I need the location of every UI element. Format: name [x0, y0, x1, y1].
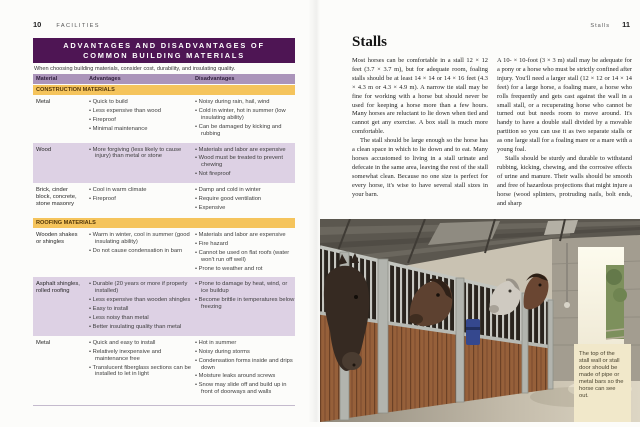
- bullet-item: • Easy to install: [89, 306, 195, 313]
- bullet-item: • Less expensive than wooden shingles: [89, 297, 195, 304]
- table-section-label: ROOFING MATERIALS: [33, 218, 295, 228]
- bullet-item: • Relatively inexpensive and maintenance free: [89, 349, 195, 363]
- body-paragraph: Stalls should be sturdy and durable to withstand rubbing, kicking, chewing, and the corrosive effects of urine and manure. Their walls should be smooth and free of hazardous projections that might injure a horse (wood splinters, protruding nails, bolt ends, and sharp: [497, 154, 632, 207]
- left-page-number: 10: [33, 20, 42, 29]
- left-page-header: [33, 20, 100, 29]
- bullet-item: • Snow may slide off and build up in front of doorways and walls: [195, 382, 295, 396]
- bullet-item: • Materials and labor are expensive: [195, 232, 295, 239]
- table-row: [33, 336, 295, 401]
- body-paragraph: A 10- × 10-foot (3 × 3 m) stall may be adequate for a pony or a horse who must be strictly confined after injury. You'll need a larger stall (12 × 12 or 14 × 14 feet) for a large horse, a foaling mare, a horse who rolls frequently and gets cast against the wall in a small stall, or a recuperating horse who cannot be turned out but needs room to move around. It's handy to have a double stall divided by a movable partition so you can use it as two separate stalls or as one large stall for a foaling mare or a mare with a young foal.: [497, 57, 632, 154]
- table-row: [33, 183, 295, 217]
- bullet-item: • Less expensive than wood: [89, 108, 195, 115]
- disadvantages-cell: [195, 281, 295, 332]
- bullet-item: • Wood must be treated to prevent chewing: [195, 155, 295, 169]
- table-title-bar: [33, 38, 295, 63]
- right-col2: [497, 57, 632, 208]
- advantages-cell: [89, 340, 195, 398]
- bullet-item: • Not fireproof: [195, 171, 295, 178]
- material-cell: Asphalt shingles, rolled roofing: [36, 281, 80, 295]
- bullet-item: • Durable (20 years or more if properly installed): [89, 281, 195, 295]
- bullet-item: • Warm in winter, cool in summer (good insulating ability): [89, 232, 195, 246]
- bullet-item: • Less noisy than metal: [89, 315, 195, 322]
- bullet-item: • Noisy during storms: [195, 349, 295, 356]
- column-header-material: Material: [36, 76, 58, 82]
- photo-caption: The top of the stall wall or stall door should be made of pipe or metal bars so the horse can see out.: [574, 344, 631, 422]
- advantages-cell: [89, 99, 195, 140]
- material-cell: Metal: [36, 99, 51, 105]
- advantages-cell: [89, 147, 195, 181]
- bullet-item: • Cold in winter, hot in summer (low insulating ability): [195, 108, 295, 122]
- body-paragraph: Most horses can be comfortable in a stall 12 × 12 feet (3.7 × 3.7 m), but for adequate room, foaling stalls should be at least 14 × 14 or 14 × 16 feet (4.3 × 4.3 m or 4.3 × 4.9 m). A narrow tie stall may be fine for working with a horse but should never be used for keeping a horse more than a few hours. Many horses are reluctant to lie down when tied and cannot get any exercise. A box stall is much more comfortable.: [352, 57, 488, 136]
- building-materials-table: [33, 38, 295, 406]
- table-column-headers: [33, 74, 295, 84]
- bullet-item: • Quick and easy to install: [89, 340, 195, 347]
- advantages-cell: [89, 232, 195, 275]
- bullet-item: • Fireproof: [89, 117, 195, 124]
- column-header-advantages: Advantages: [89, 76, 121, 82]
- bullet-item: • Do not cause condensation in barn: [89, 248, 195, 255]
- bullet-item: • Require good ventilation: [195, 196, 295, 203]
- bullet-item: • Translucent fiberglass sections can be installed to let in light: [89, 365, 195, 379]
- material-cell: Brick, cinder block, concrete, stone masonry: [36, 187, 77, 207]
- table-row: [33, 277, 295, 335]
- bullet-item: • Materials and labor are expensive: [195, 147, 295, 154]
- bullet-item: • Hot in summer: [195, 340, 295, 347]
- bullet-item: • Damp and cold in winter: [195, 187, 295, 194]
- disadvantages-cell: [195, 147, 295, 181]
- bullet-item: • Become brittle in temperatures below freezing: [195, 297, 295, 311]
- bullet-item: • Fire hazard: [195, 241, 295, 248]
- bullet-item: • Moisture leaks around screws: [195, 373, 295, 380]
- bullet-item: • Minimal maintenance: [89, 126, 195, 133]
- bullet-item: • Noisy during rain, hail, wind: [195, 99, 295, 106]
- disadvantages-cell: [195, 232, 295, 275]
- table-title-line2: COMMON BUILDING MATERIALS: [83, 50, 245, 60]
- material-cell: Wood: [36, 146, 52, 153]
- body-paragraph: The stall should be large enough so the horse has a clean space in which to lie down and to eat. Many horses accustomed to living in a stall urinate and defecate in the same area, leaving the rest of the stall somewhat clean. Because no one size is perfect for every horse, it's wise to have several stall sizes in your barn.: [352, 137, 488, 198]
- table-title-line1: ADVANTAGES AND DISADVANTAGES OF: [63, 41, 265, 50]
- bullet-item: • Expensive: [195, 205, 295, 212]
- right-page-header: [590, 20, 630, 29]
- right-col1: [352, 57, 488, 200]
- table-row: [33, 143, 295, 184]
- left-running-head: FACILITIES: [56, 23, 100, 29]
- page-gutter: [308, 0, 320, 422]
- table-section-label: CONSTRUCTION MATERIALS: [33, 85, 295, 95]
- table-subtitle: When choosing building materials, consider cost, durability, and insulating quality.: [34, 66, 236, 72]
- advantages-cell: [89, 187, 195, 214]
- bullet-item: • Condensation forms inside and drips down: [195, 358, 295, 372]
- bullet-item: • Prone to weather and rot: [195, 266, 295, 273]
- bullet-item: • More forgiving (less likely to cause injury) than metal or stone: [89, 147, 195, 161]
- bullet-item: • Better insulating quality than metal: [89, 324, 195, 331]
- right-page-number: 11: [622, 20, 630, 29]
- advantages-cell: [89, 281, 195, 332]
- page-title: Stalls: [352, 34, 388, 50]
- material-cell: Metal: [36, 339, 51, 346]
- disadvantages-cell: [195, 340, 295, 398]
- disadvantages-cell: [195, 99, 295, 140]
- table-row: [33, 95, 295, 143]
- bullet-item: • Cool in warm climate: [89, 187, 195, 194]
- bullet-item: • Cannot be used on flat roofs (water won't run off well): [195, 250, 295, 264]
- table-row: [33, 228, 295, 278]
- bullet-item: • Fireproof: [89, 196, 195, 203]
- building-materials-table-rows: [33, 85, 295, 401]
- material-cell: Wooden shakes or shingles: [36, 231, 78, 245]
- right-running-head: Stalls: [590, 23, 611, 29]
- column-header-disadvantages: Disadvantages: [195, 76, 235, 82]
- disadvantages-cell: [195, 187, 295, 214]
- bullet-item: • Quick to build: [89, 99, 195, 106]
- bullet-item: • Can be damaged by kicking and rubbing: [195, 124, 295, 138]
- bullet-item: • Prone to damage by heat, wind, or ice buildup: [195, 281, 295, 295]
